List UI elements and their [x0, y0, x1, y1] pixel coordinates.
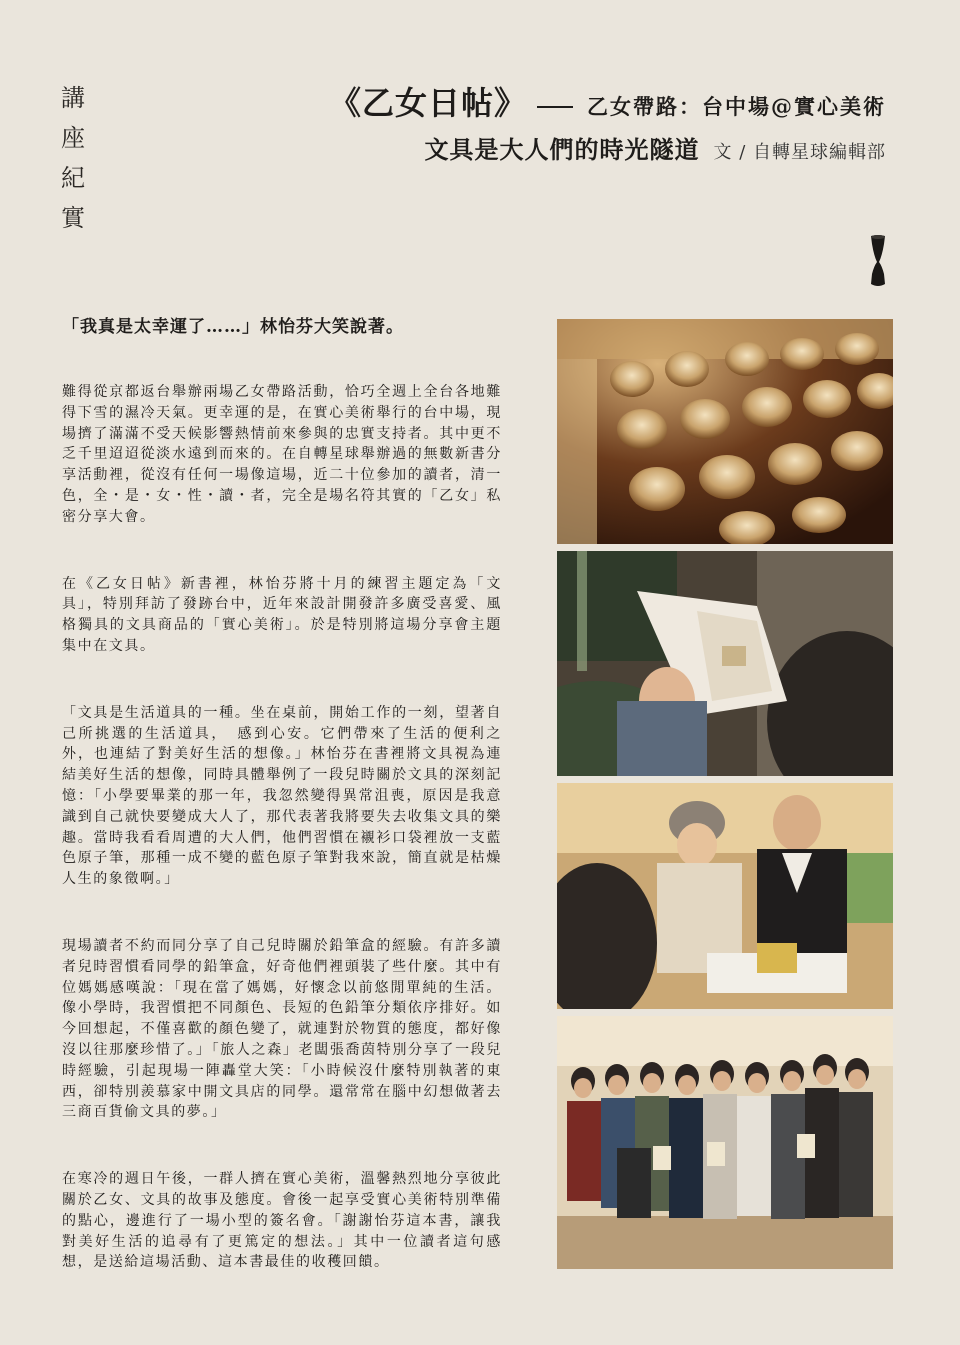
section-label-char: 講	[61, 84, 85, 112]
section-label	[58, 78, 88, 238]
headline-line	[424, 130, 886, 166]
photo-group	[557, 1016, 893, 1269]
paragraph-1: 難得從京都返台舉辦兩場乙女帶路活動，恰巧全週上全台各地難得下雪的濕冷天氣。更幸運的是，在實心美術舉行的台中場，現場擠了滿滿不受天候影響熱情前來參與的忠實支持者。其中更不乏千里迢迢從淡水遠到而來的。在自轉星球舉辦過的無數新書分享活動裡，從沒有任何一場像這場，近二十位參加的讀者，清一色，全・是・女・性・讀・者，完全是場名符其實的「乙女」私密分享大會。	[62, 384, 502, 525]
paragraph-3: 「文具是生活道具的一種。坐在桌前，開始工作的一刻，望著自己所挑選的生活道具， 感到心安。它們帶來了生活的便利之外，也連結了對美好生活的想像。」林怡芬在書裡將文具視為連結美好生活的想像，同時具體舉例了一段兒時關於文具的深刻記憶：「小學要畢業的那一年，我忽然變得異常沮喪，原因是我意識到自己就快要變成大人了，那代表著我將要失去收集文具的樂趣。當時我看看周遭的大人們，他們習慣在襯衫口袋裡放一支藍色原子筆，那種一成不變的藍色原子筆對我來說，簡直就是枯燥人生的象徵啊。」	[62, 704, 502, 888]
title-dash	[537, 106, 573, 108]
event-subtitle: 乙女帶路：台中場@實心美術	[587, 94, 886, 119]
photo-reading-book	[557, 551, 893, 776]
photo-signing	[557, 783, 893, 1009]
title-line	[329, 78, 886, 124]
paragraph-2: 在《乙女日帖》新書裡，林怡芬將十月的練習主題定為「文具」，特別拜訪了發跡台中，近年來設計開發許多廣受喜愛、風格獨具的文具商品的「實心美術」。於是特別將這場分享會主題集中在文具。	[62, 575, 502, 654]
article-body	[62, 312, 502, 1273]
paragraph-5: 在寒冷的週日午後，一群人擠在實心美術，溫馨熱烈地分享彼此關於乙女、文具的故事及態度。會後一起享受實心美術特別準備的點心，邊進行了一場小型的簽名會。「謝謝怡芬這本書，讓我對美好生活的追尋有了更篤定的想法。」其中一位讀者這句感想，是送給這場活動、這本書最佳的收穫回饋。	[62, 1171, 502, 1271]
section-label-char: 紀	[61, 164, 85, 192]
section-label-char: 實	[61, 204, 85, 232]
book-title: 《乙女日帖》	[328, 84, 527, 122]
lead-quote: 「我真是太幸運了……」林怡芬大笑說著。	[62, 317, 404, 337]
article-headline: 文具是大人們的時光隧道	[424, 135, 700, 164]
section-label-char: 座	[61, 124, 85, 152]
byline: 文 / 自轉星球編輯部	[713, 142, 886, 163]
paragraph-4: 現場讀者不約而同分享了自己兒時關於鉛筆盒的經驗。有許多讀者兒時習慣看同學的鉛筆盒，好奇他們裡頭裝了些什麼。其中有位媽媽感嘆說：「現在當了媽媽，好懷念以前悠閒單純的生活。像小學時，我習慣把不同顏色、長短的色鉛筆分類依序排好。如今回想起，不僅喜歡的顏色變了，就連對於物質的態度，都好像沒以往那麼珍惜了。」「旅人之森」老闆張喬茵特別分享了一段兒時經驗，引起現場一陣轟堂大笑：「小時候沒什麼特別執著的東西，卻特別羨慕家中開文具店的同學。還常常在腦中幻想做著去三商百貨偷文具的夢。」	[62, 937, 502, 1121]
photo-desserts	[557, 319, 893, 544]
publisher-logo-icon	[866, 234, 890, 288]
